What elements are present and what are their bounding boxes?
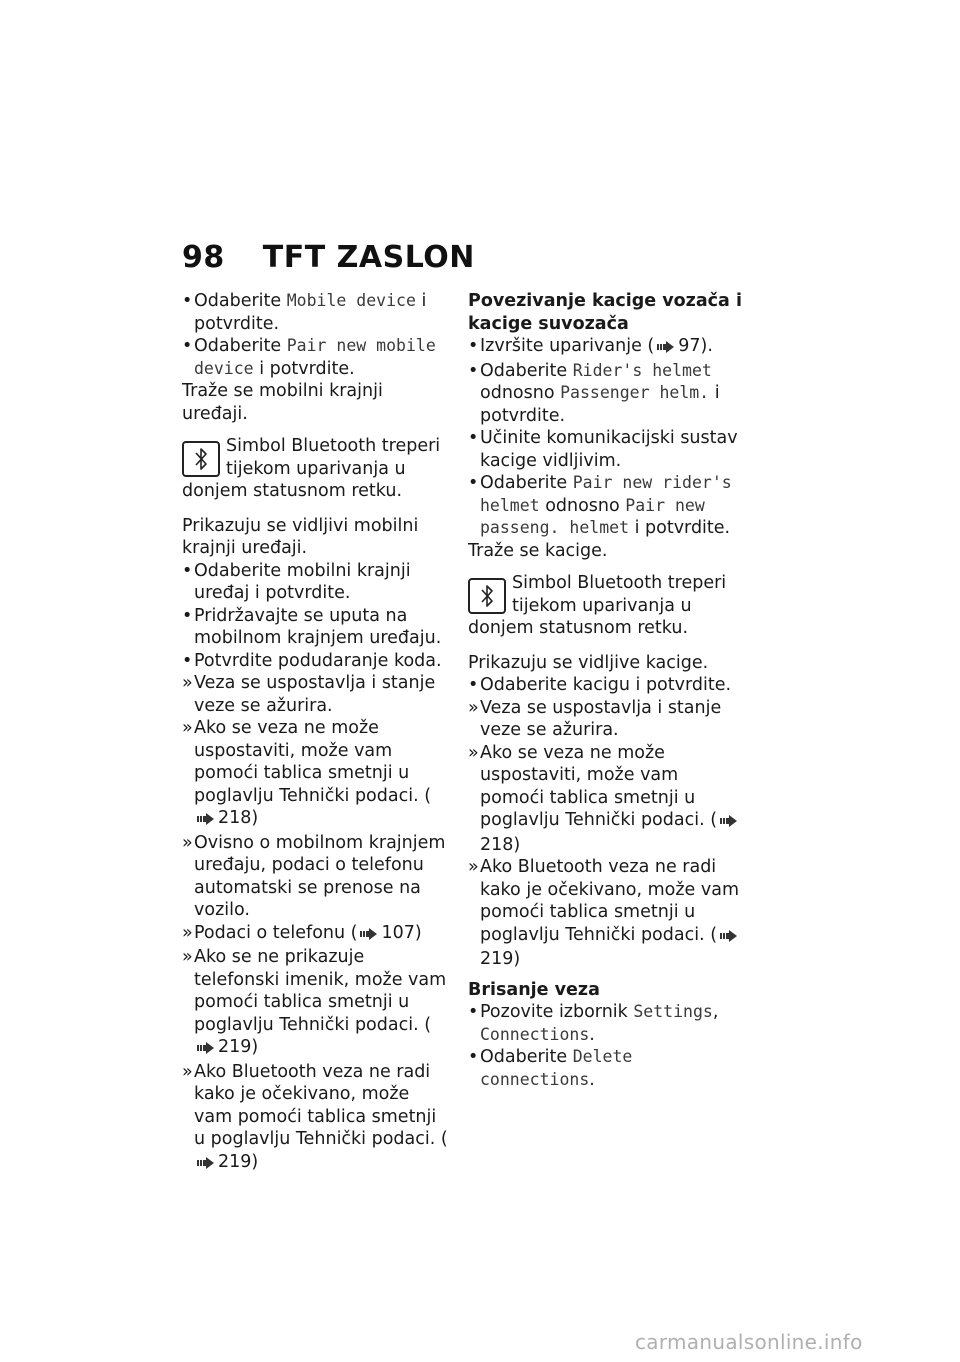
list-item: • Odaberite kacigu i potvrdite. (468, 674, 743, 697)
section-heading: Brisanje veza (468, 979, 600, 1000)
result-item: » Ako Bluetooth veza ne radi kako je očekivano, može vam pomoći tablica smetnji u poglavlju Tehnički podaci. (219) (182, 1061, 452, 1176)
result-item: » Ovisno o mobilnom krajnjem uređaju, podaci o telefonu automatski se prenose na vozilo. (182, 832, 452, 922)
result-item: » Veza se uspostavlja i stanje veze se ažurira. (468, 697, 743, 742)
page-ref[interactable]: 218 (218, 808, 252, 828)
page-title: TFT ZASLON (262, 240, 475, 275)
page-ref-arrow-icon (197, 1153, 215, 1176)
list-item: • Potvrdite podudaranje koda. (182, 650, 452, 673)
result-item: » Ako se veza ne može uspostaviti, može vam pomoći tablica smetnji u poglavlju Tehnički podaci. (218) (468, 742, 743, 857)
bluetooth-icon (468, 578, 506, 614)
page-ref[interactable]: 97 (678, 336, 701, 356)
paragraph: Prikazuju se vidljivi mobilni krajnji uređaji. (182, 515, 419, 558)
result-item: » Ako Bluetooth veza ne radi kako je očekivano, može vam pomoći tablica smetnji u poglavlju Tehnički podaci. (219) (468, 856, 743, 971)
page-ref[interactable]: 219 (218, 1151, 252, 1172)
watermark: carmanualsonline.info (635, 1330, 863, 1354)
list-item: • Odaberite Rider's helmet odnosno Passenger helm. i potvrdite. (468, 360, 743, 428)
paragraph: Prikazuju se vidljive kacige. (468, 652, 709, 673)
result-item: » Veza se uspostavlja i stanje veze se ažurira. (182, 672, 452, 717)
page-ref-arrow-icon (197, 809, 215, 832)
result-item: » Ako se ne prikazuje telefonski imenik, može vam pomoći tablica smetnji u poglavlju Tehnički podaci. (219) (182, 946, 452, 1061)
page-header (182, 240, 475, 275)
right-column (468, 290, 743, 1091)
page-ref[interactable]: 107 (381, 922, 415, 943)
page-ref[interactable]: 219 (218, 1037, 252, 1057)
list-item: • Odaberite Pair new mobile device i potvrdite. (182, 335, 452, 380)
page-ref[interactable]: 219 (480, 949, 514, 969)
paragraph: Traže se mobilni krajnji uređaji. (182, 381, 383, 424)
bluetooth-icon (182, 441, 220, 477)
result-item: » Ako se veza ne može uspostaviti, može vam pomoći tablica smetnji u poglavlju Tehnički podaci. (218) (182, 717, 452, 832)
list-item: • Odaberite Delete connections. (468, 1046, 743, 1091)
list-item: • Pridržavajte se uputa na mobilnom krajnjem uređaju. (182, 605, 452, 650)
page-ref-arrow-icon (720, 811, 738, 834)
page-ref-arrow-icon (197, 1038, 215, 1061)
page-ref[interactable]: 218 (480, 834, 514, 855)
page-ref-arrow-icon (360, 924, 378, 947)
result-item: » Podaci o telefonu ( 107) (182, 922, 452, 947)
bluetooth-note: Simbol Bluetooth treperi tijekom uparivanja u donjem statusnom retku. (182, 436, 441, 501)
paragraph: Traže se kacige. (468, 540, 608, 561)
list-item: • Pozovite izbornik Settings, Connections. (468, 1001, 743, 1046)
list-item: • Učinite komunikacijski sustav kacige vidljivim. (468, 427, 743, 472)
bluetooth-note: Simbol Bluetooth treperi tijekom uparivanja u donjem statusnom retku. (468, 573, 727, 638)
section-heading: Povezivanje kacige vozača i kacige suvozača (468, 291, 742, 334)
list-item: • Odaberite Mobile device i potvrdite. (182, 290, 452, 335)
list-item: • Odaberite mobilni krajnji uređaj i potvrdite. (182, 560, 452, 605)
page-ref-arrow-icon (720, 926, 738, 949)
list-item: • Odaberite Pair new rider's helmet odnosno Pair new passeng. helmet i potvrdite. (468, 472, 743, 540)
left-column (182, 290, 452, 1175)
page-number: 98 (182, 240, 225, 275)
page-ref-arrow-icon (657, 337, 675, 360)
list-item: • Izvršite uparivanje ( 97). (468, 335, 743, 360)
